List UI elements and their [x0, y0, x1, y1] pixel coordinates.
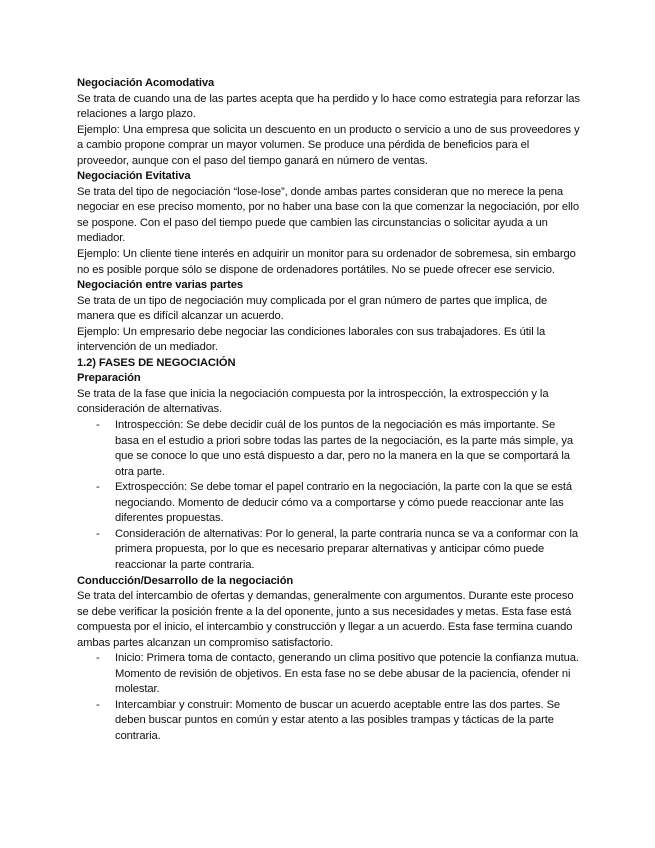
list-item [77, 651, 581, 698]
paragraph: Se trata de cuando una de las partes acepta que ha perdido y lo hace como estrategia para reforzar las relaciones a largo plazo. [77, 92, 580, 121]
paragraph: Ejemplo: Un empresario debe negociar las condiciones laborales con sus trabajadores. Es útil la intervención de un mediador. [77, 325, 546, 354]
list-item-text: Intercambiar y construir: Momento de buscar un acuerdo aceptable entre las dos partes. Se deben buscar puntos en común y estar atento a las posibles trampas y tácticas de la parte contraria. [115, 698, 561, 742]
dash-bullet: - [96, 419, 100, 432]
heading-negociacion-acomodativa: Negociación Acomodativa [77, 77, 215, 89]
list-item [77, 698, 581, 745]
paragraph: Ejemplo: Una empresa que solicita un descuento en un producto o servicio a uno de sus proveedores y a cambio propone comprar un mayor volumen. Se produce una pérdida de beneficios para el proveedor, aunque con el paso del tiempo ganará en número de ventas. [77, 123, 580, 167]
bullet-list-preparacion [77, 418, 581, 573]
dash-bullet: - [96, 698, 100, 711]
paragraph: Ejemplo: Un cliente tiene interés en adquirir un monitor para su ordenador de sobremesa, sin embargo no es posible porque sólo se dispone de ordenadores portátiles. No se puede ofrecer ese servicio. [77, 248, 576, 276]
list-item-text: Consideración de alternativas: Por lo general, la parte contraria nunca se va a conformar con la primera propuesta, por lo que es necesario preparar alternativas y anticipar cómo puede reaccionar la parte contraria. [115, 527, 579, 571]
bullet-list-conduccion [77, 651, 581, 744]
dash-bullet: - [96, 652, 100, 665]
list-item-text: Extrospección: Se debe tomar el papel contrario en la negociación, la parte con la que se está negociando. Momento de deducir cómo va a comportarse y cómo puede reaccionar ante las diferentes propuestas. [115, 481, 573, 525]
dash-bullet: - [96, 527, 100, 540]
section-title-fases: 1.2) FASES DE NEGOCIACIÓN [77, 356, 236, 369]
document-body [77, 76, 581, 745]
heading-conduccion-desarrollo: Conducción/Desarrollo de la negociación [77, 574, 294, 587]
paragraph: Se trata del intercambio de ofertas y demandas, generalmente con argumentos. Durante este proceso se debe verificar la posición frente a la del oponente, junto a sus necesidades y metas. Esta fase está compuesta por el inicio, el intercambio y construcción y llegar a un acuerdo. Esta fase termina cuando ambas partes alcanzan un compromiso satisfactorio. [77, 590, 574, 649]
heading-negociacion-varias-partes: Negociación entre varias partes [77, 279, 244, 292]
list-item-text: Introspección: Se debe decidir cuál de los puntos de la negociación es más importante. Se basa en el estudio a priori sobre todas las partes de la negociación, es la parte más simple, ya que se conoce lo que uno está dispuesto a dar, pero no la manera en la que se comportará la otra parte. [115, 419, 574, 478]
heading-negociacion-evitativa: Negociación Evitativa [77, 170, 191, 183]
list-item [77, 527, 581, 574]
paragraph: Se trata del tipo de negociación “lose-lose”, donde ambas partes consideran que no merece la pena negociar en ese preciso momento, por no haber una base con la que comenzar la negociación, por ello se pospone. Con el paso del tiempo puede que cambien las circunstancias o solicitar ayuda a un mediador. [77, 185, 579, 245]
list-item-text: Inicio: Primera toma de contacto, generando un clima positivo que potencie la confianza mutua. Momento de revisión de objetivos. En esta fase no se debe abusar de la paciencia, ofender ni molestar. [115, 652, 579, 696]
dash-bullet: - [96, 481, 100, 494]
heading-preparacion: Preparación [77, 372, 141, 385]
list-item [77, 480, 581, 527]
list-item [77, 418, 581, 480]
paragraph: Se trata de la fase que inicia la negociación compuesta por la introspección, la extrospección y la consideración de alternativas. [77, 387, 549, 416]
paragraph: Se trata de un tipo de negociación muy complicada por el gran número de partes que implica, de manera que es difícil alcanzar un acuerdo. [77, 294, 548, 323]
